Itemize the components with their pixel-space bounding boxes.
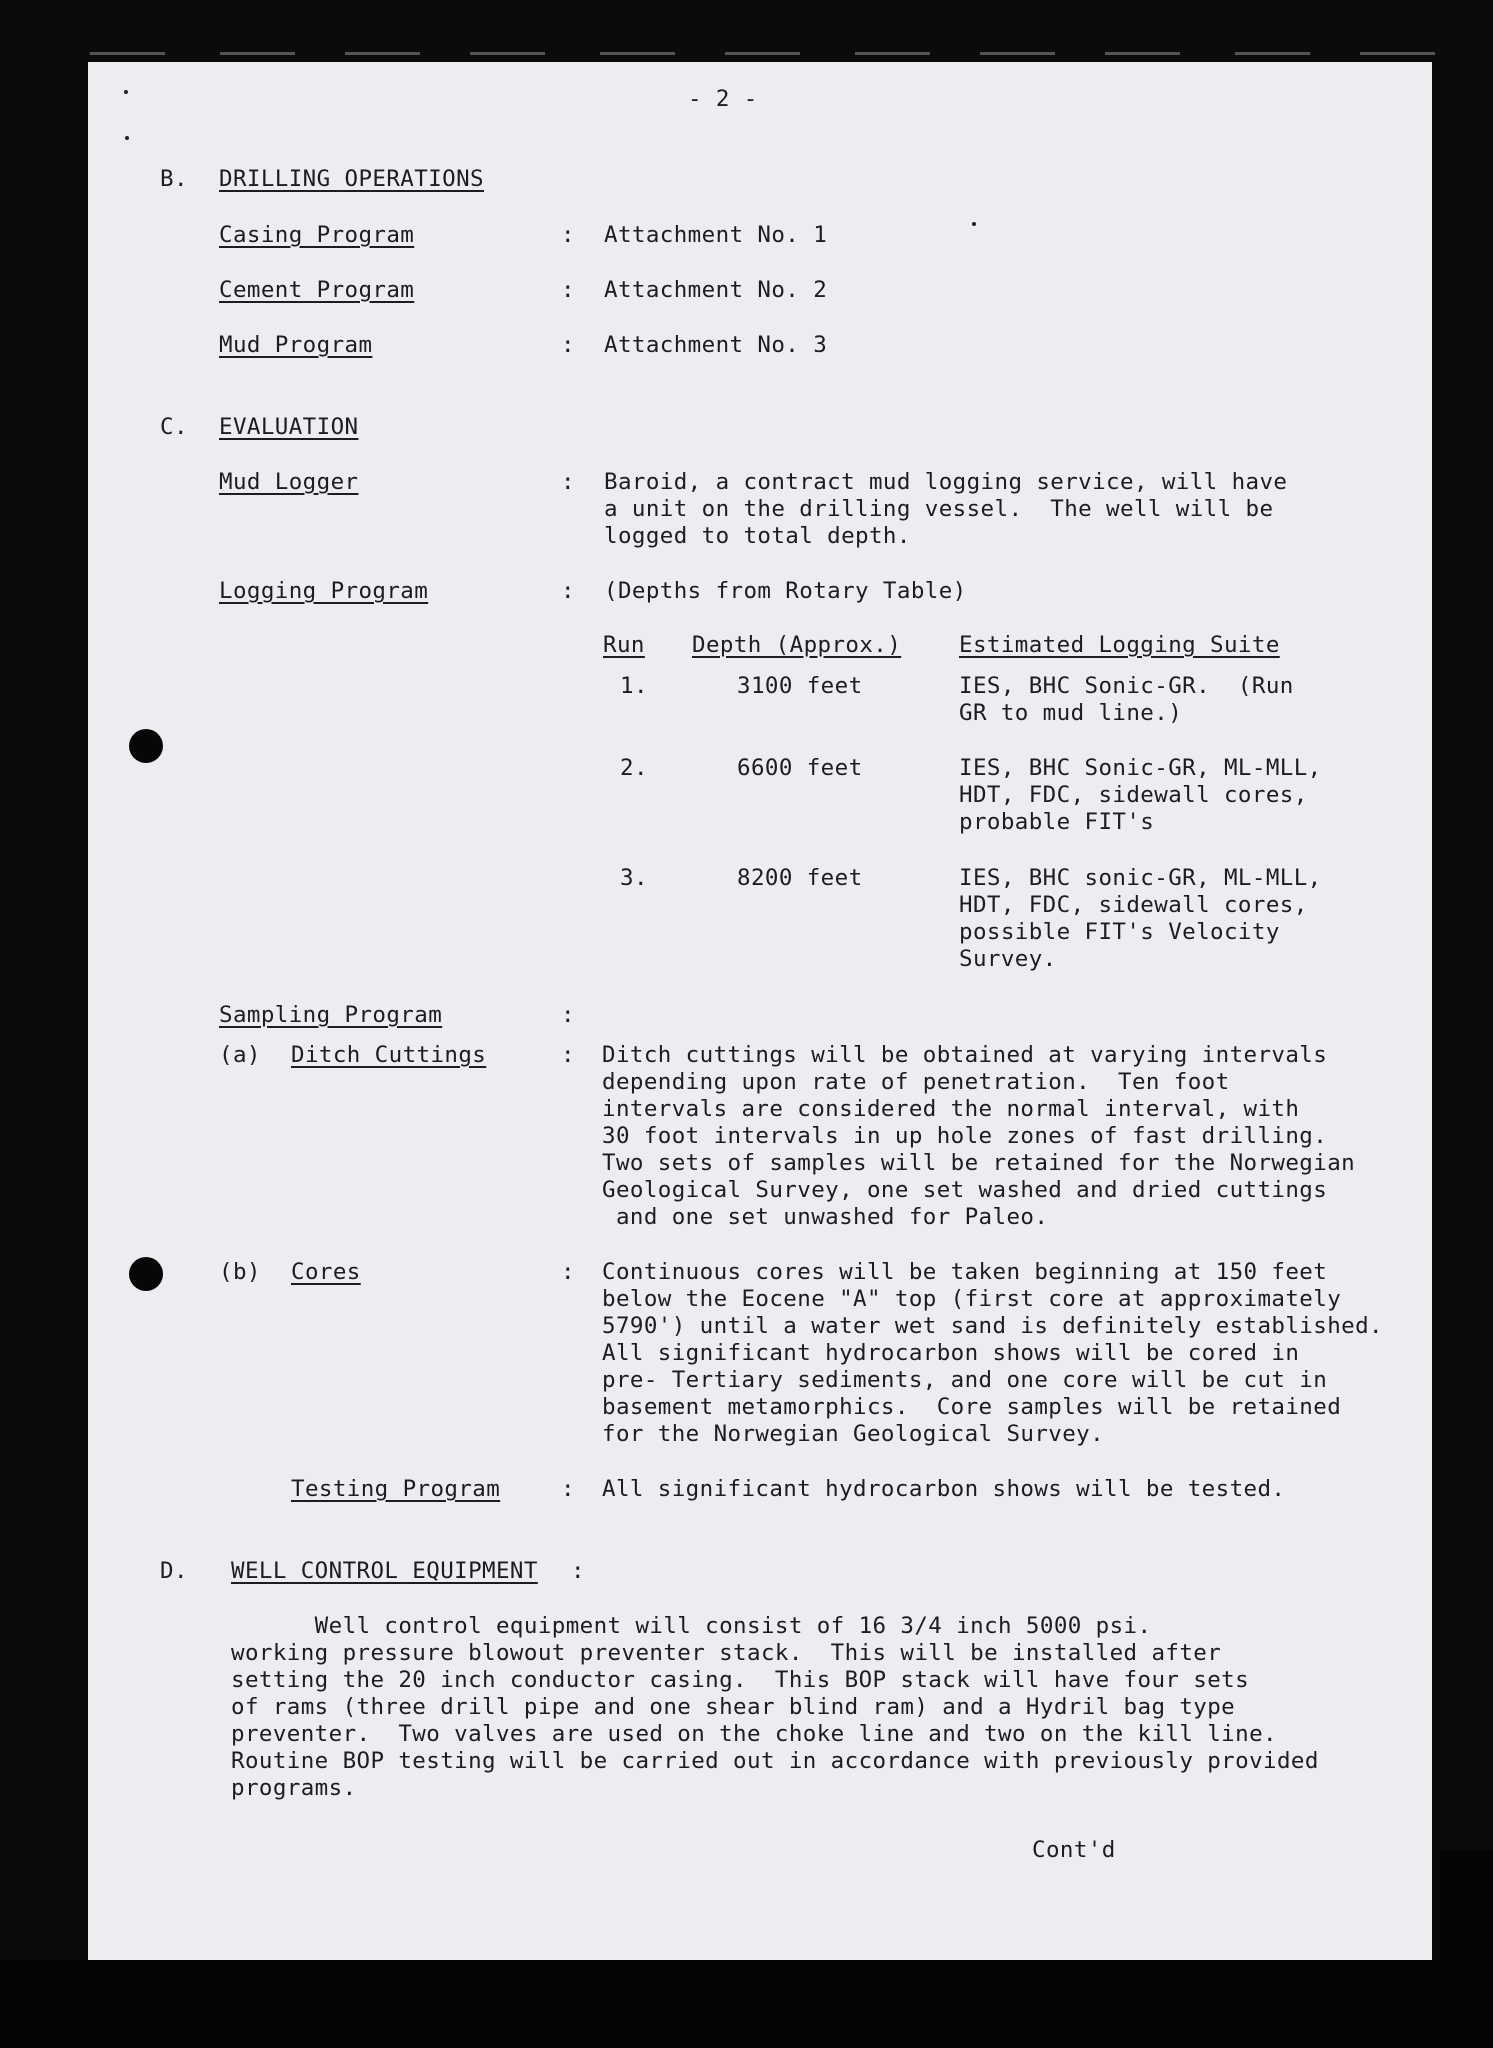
well-control-line: programs. (231, 1775, 357, 1801)
ditch-cuttings-label: Ditch Cuttings (291, 1042, 487, 1068)
continued-marker: Cont'd (1032, 1837, 1116, 1863)
ditch-cuttings-line: Ditch cuttings will be obtained at varying intervals (602, 1042, 1328, 1068)
logging-header-suite: Estimated Logging Suite (959, 632, 1280, 658)
logging-row-depth: 6600 feet (737, 755, 863, 781)
well-control-line: Well control equipment will consist of 16 3/4 inch 5000 psi. (231, 1613, 1152, 1639)
well-control-line: of rams (three drill pipe and one shear blind ram) and a Hydril bag type (231, 1694, 1236, 1720)
logging-header-depth: Depth (Approx.) (692, 632, 902, 658)
top-scan-border (0, 0, 1493, 60)
ditch-cuttings-line: 30 foot intervals in up hole zones of fast drilling. (602, 1123, 1328, 1149)
well-control-line: Routine BOP testing will be carried out in accordance with previously provided (231, 1748, 1319, 1774)
casing-program-value: Attachment No. 1 (604, 222, 828, 248)
document-page (88, 62, 1432, 1977)
section-c-heading: EVALUATION (219, 414, 359, 440)
ditch-cuttings-line: intervals are considered the normal interval, with (602, 1096, 1300, 1122)
section-b-heading: DRILLING OPERATIONS (219, 166, 484, 192)
well-control-line: preventer. Two valves are used on the choke line and two on the kill line. (231, 1721, 1277, 1747)
section-d-heading: WELL CONTROL EQUIPMENT (231, 1558, 538, 1584)
mud-program-colon: : (561, 332, 575, 358)
section-d-letter: D. (160, 1558, 188, 1584)
testing-program-value: All significant hydrocarbon shows will be tested. (602, 1476, 1286, 1502)
logging-row-suite: IES, BHC sonic-GR, ML-MLL, (959, 865, 1322, 891)
cement-program-label: Cement Program (219, 277, 415, 303)
page-number: - 2 - (688, 86, 758, 112)
logging-row-suite: GR to mud line.) (959, 700, 1183, 726)
scan-edge-mark (0, 1960, 1493, 2048)
mud-logger-line: logged to total depth. (604, 523, 911, 549)
mud-logger-label: Mud Logger (219, 469, 359, 495)
casing-program-label: Casing Program (219, 222, 415, 248)
logging-row-suite: probable FIT's (959, 809, 1155, 835)
logging-row-suite: HDT, FDC, sidewall cores, (959, 782, 1308, 808)
mud-logger-line: Baroid, a contract mud logging service, will have (604, 469, 1288, 495)
cores-line: All significant hydrocarbon shows will be cored in (602, 1340, 1300, 1366)
mud-program-value: Attachment No. 3 (604, 332, 828, 358)
cores-line: pre- Tertiary sediments, and one core will be cut in (602, 1367, 1328, 1393)
logging-row-suite: IES, BHC Sonic-GR. (Run (959, 673, 1294, 699)
testing-program-label: Testing Program (291, 1476, 501, 1502)
cores-line: Continuous cores will be taken beginning at 150 feet (602, 1259, 1328, 1285)
logging-program-colon: : (561, 578, 575, 604)
sampling-program-label: Sampling Program (219, 1002, 443, 1028)
ditch-cuttings-line: and one set unwashed for Paleo. (602, 1204, 1049, 1230)
ditch-cuttings-line: depending upon rate of penetration. Ten foot (602, 1069, 1230, 1095)
logging-row-suite: possible FIT's Velocity (959, 919, 1280, 945)
section-c-letter: C. (160, 414, 188, 440)
logging-row-suite: Survey. (959, 946, 1057, 972)
section-d-heading-colon: : (571, 1558, 585, 1584)
logging-row-suite: IES, BHC Sonic-GR, ML-MLL, (959, 755, 1322, 781)
ditch-cuttings-line: Geological Survey, one set washed and dried cuttings (602, 1177, 1328, 1203)
logging-header-run: Run (603, 632, 645, 658)
logging-row-run: 3. (620, 865, 648, 891)
sampling-program-colon: : (561, 1002, 575, 1028)
section-b-letter: B. (160, 166, 188, 192)
mud-program-label: Mud Program (219, 332, 373, 358)
scan-speck (125, 136, 129, 140)
casing-program-colon: : (561, 222, 575, 248)
logging-row-run: 1. (620, 673, 648, 699)
punch-hole (129, 729, 163, 763)
cores-marker: (b) (219, 1259, 261, 1285)
ditch-cuttings-line: Two sets of samples will be retained for the Norwegian (602, 1150, 1356, 1176)
scan-speck (124, 90, 128, 94)
logging-row-depth: 3100 feet (737, 673, 863, 699)
cement-program-colon: : (561, 277, 575, 303)
logging-program-label: Logging Program (219, 578, 429, 604)
testing-program-colon: : (561, 1476, 575, 1502)
scan-speck (972, 222, 976, 226)
cement-program-value: Attachment No. 2 (604, 277, 828, 303)
cores-line: 5790') until a water wet sand is definitely established. (602, 1313, 1383, 1339)
cores-line: for the Norwegian Geological Survey. (602, 1421, 1105, 1447)
mud-logger-colon: : (561, 469, 575, 495)
logging-row-run: 2. (620, 755, 648, 781)
cores-label: Cores (291, 1259, 361, 1285)
logging-row-suite: HDT, FDC, sidewall cores, (959, 892, 1308, 918)
ditch-cuttings-colon: : (561, 1042, 575, 1068)
ditch-cuttings-marker: (a) (219, 1042, 261, 1068)
cores-colon: : (561, 1259, 575, 1285)
cores-line: basement metamorphics. Core samples will be retained (602, 1394, 1342, 1420)
mud-logger-line: a unit on the drilling vessel. The well will be (604, 496, 1274, 522)
cores-line: below the Eocene "A" top (first core at approximately (602, 1286, 1342, 1312)
punch-hole (129, 1257, 163, 1291)
logging-row-depth: 8200 feet (737, 865, 863, 891)
well-control-line: working pressure blowout preventer stack. This will be installed after (231, 1640, 1222, 1666)
logging-program-note: (Depths from Rotary Table) (604, 578, 967, 604)
well-control-line: setting the 20 inch conductor casing. This BOP stack will have four sets (231, 1667, 1250, 1693)
